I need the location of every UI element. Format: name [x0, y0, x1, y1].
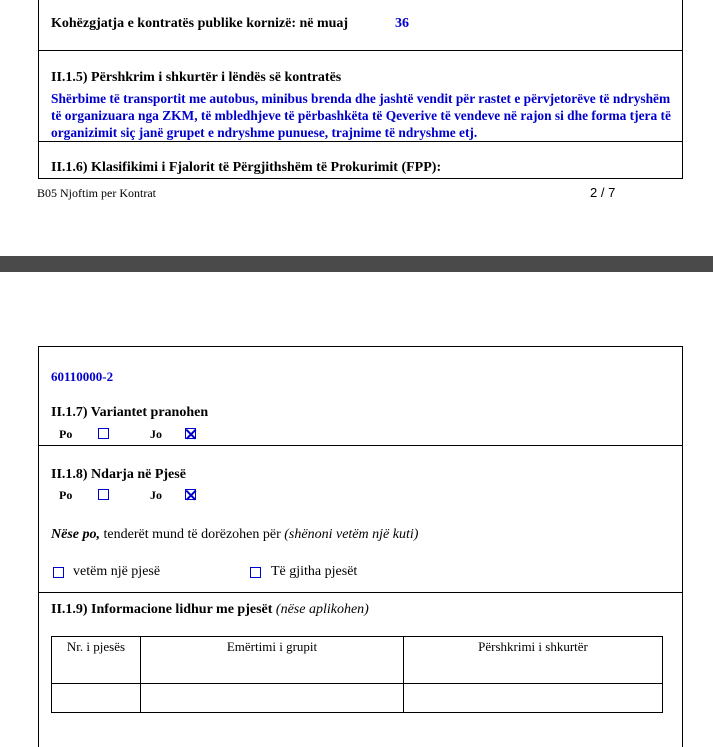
- lots-heading: II.1.8) Ndarja në Pjesë: [51, 467, 186, 482]
- short-description-text: Shërbime të transportit me autobus, minibus brenda dhe jashtë vendit për rastet e përvjetorëve të ndryshëm të organizuara nga ZKM, të mbledhjeve të përbashkëta të Qeverive të vendeve në rajon si dhe forma tjera të organizimit siç janë grupet e ndryshme punuese, trajnime të ndryshme etj.: [51, 91, 671, 140]
- lots-table: [51, 636, 663, 713]
- table-cell[interactable]: [141, 684, 404, 713]
- divider: [39, 445, 682, 446]
- lots-yes-label: Po: [59, 488, 73, 502]
- footer-document-name: B05 Njoftim per Kontrat: [37, 186, 156, 200]
- variants-yes-checkbox[interactable]: [98, 428, 109, 439]
- lots-option-all-checkbox[interactable]: [250, 567, 261, 578]
- page-separator: [0, 256, 713, 272]
- lots-table-header: [52, 637, 663, 684]
- lot-info-heading-note: (nëse aplikohen): [275, 602, 369, 617]
- lots-no-checkbox[interactable]: [185, 489, 196, 500]
- lots-yes-checkbox[interactable]: [98, 489, 109, 500]
- lots-no-label: Jo: [150, 488, 162, 502]
- duration-row: [39, 0, 682, 51]
- table-cell[interactable]: [52, 684, 141, 713]
- form-box-top: [38, 0, 683, 179]
- lot-info-heading-line: [51, 602, 369, 618]
- duration-label: Kohëzgjatja e kontratës publike kornizë: në muaj: [51, 16, 349, 31]
- duration-value: 36: [395, 16, 409, 31]
- classification-row: [39, 142, 682, 178]
- variants-yes-label: Po: [59, 427, 73, 441]
- lots-note-suffix: (shënoni vetëm një kuti): [284, 527, 419, 542]
- short-description-heading: II.1.5) Përshkrim i shkurtër i lëndës së kontratës: [51, 70, 342, 85]
- column-header: Përshkrimi i shkurtër: [404, 637, 663, 684]
- column-header: Nr. i pjesës: [52, 637, 141, 684]
- variants-no-label: Jo: [150, 427, 162, 441]
- lot-info-heading: II.1.9) Informacione lidhur me pjesët: [51, 602, 273, 617]
- variants-heading: II.1.7) Variantet pranohen: [51, 405, 209, 420]
- footer-page-number: 2 / 7: [590, 185, 616, 200]
- lots-note-middle: tenderët mund të dorëzohen për: [100, 527, 285, 542]
- table-row: [52, 684, 663, 713]
- classification-heading: II.1.6) Klasifikimi i Fjalorit të Përgjithshëm të Prokurimit (FPP):: [51, 160, 442, 175]
- lots-note-prefix: Nëse po,: [51, 527, 100, 542]
- lots-option-one-checkbox[interactable]: [53, 567, 64, 578]
- lots-option-all-label: Të gjitha pjesët: [271, 564, 358, 579]
- lots-note: [51, 527, 418, 543]
- column-header: Emërtimi i grupit: [141, 637, 404, 684]
- page-2-bottom: [0, 0, 713, 255]
- table-cell[interactable]: [404, 684, 663, 713]
- lots-option-one-label: vetëm një pjesë: [73, 564, 161, 579]
- cpv-code: 60110000-2: [51, 369, 114, 384]
- variants-no-checkbox[interactable]: [185, 428, 196, 439]
- divider: [39, 592, 682, 593]
- form-box-bottom: [38, 346, 683, 747]
